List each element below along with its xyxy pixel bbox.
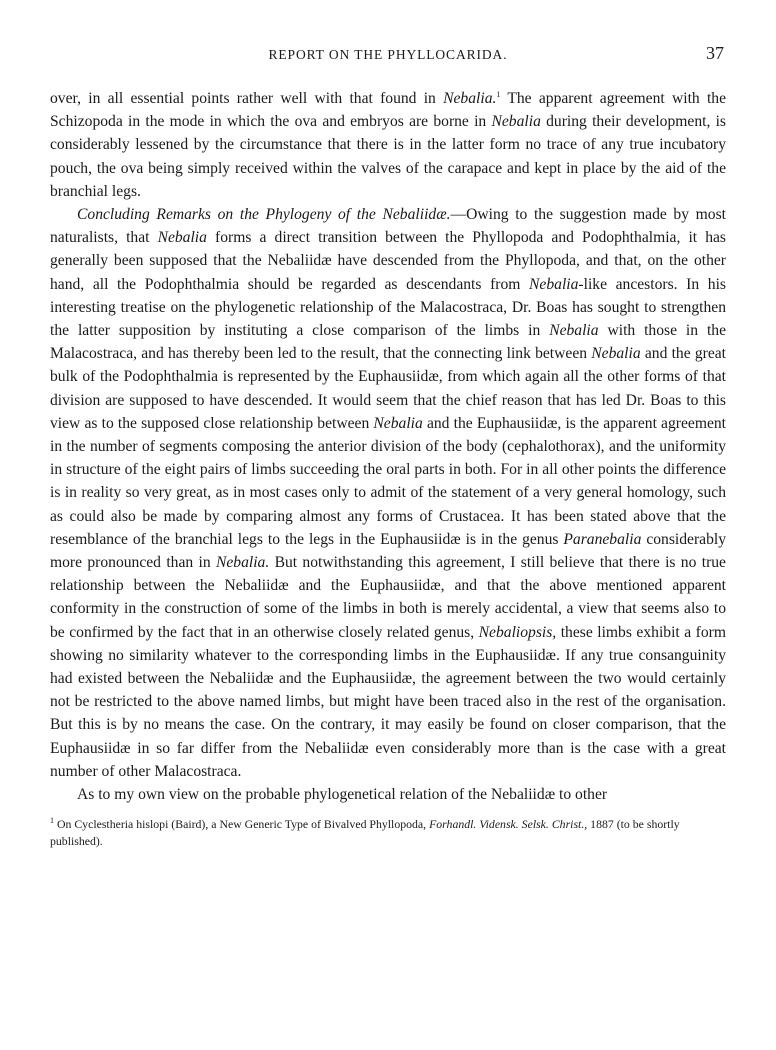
paragraph-1 <box>50 87 726 203</box>
text-run: considerably more pronounced than in <box>50 530 727 572</box>
running-head <box>50 40 726 66</box>
paragraph-3 <box>50 783 726 806</box>
genus-name: Nebalia <box>491 113 541 131</box>
text-run: -like ancestors. In his interesting treatise on the phylogenetic relationship of the Malacostraca, Dr. Boas has sought to strengthen the latter supposition by instituting a close comparison of the limbs in <box>50 275 726 340</box>
text-run: during their development, is considerably lessened by the circumstance that there is in the latter form no trace of any true incubatory pouch, the ova being simply received within the valves of the carapace and kept in place by the aid of the branchial legs. <box>50 113 726 200</box>
body-text <box>50 87 726 850</box>
footnote-reference: 1 <box>496 89 501 99</box>
footnote-text: On Cyclestheria hislopi (Baird), a New Generic Type of Bivalved Phyllopoda, <box>54 817 430 832</box>
footnote-mark: 1 <box>50 816 54 826</box>
text-run: The apparent agreement with the Schizopoda in the mode in which the ova and embryos are borne in <box>50 90 726 131</box>
genus-name: Nebalia <box>591 345 641 363</box>
genus-name: Nebalia. <box>443 90 497 107</box>
footnote-text: 1887 (to be shortly published). <box>50 817 680 849</box>
text-run: forms a direct transition between the Phyllopoda and Podophthalmia, it has generally been supposed that the Nebaliidæ have descended from the Phyllopoda, and that, on the other hand, all the Podophthalmia should be regarded as descendants from <box>50 229 726 293</box>
text-run: over, in all essential points rather well with that found in <box>50 90 444 107</box>
genus-name: Nebaliopsis, <box>478 623 557 641</box>
running-title: REPORT ON THE PHYLLOCARIDA. <box>268 47 508 62</box>
text-run: But notwithstanding this agreement, I still believe that there is no true relationship between the Nebaliidæ and the Euphausiidæ, and that the above mentioned apparent conformity in the construction of some of the limbs in both is merely accidental, a view that seems also to be confirmed by the fact that in an otherwise closely related genus, <box>50 554 726 641</box>
paragraph-2 <box>50 203 726 783</box>
section-heading: Concluding Remarks on the Phylogeny of the Nebaliidæ. <box>77 206 451 224</box>
genus-name: Nebalia <box>529 275 579 293</box>
genus-name: Nebalia <box>157 229 207 247</box>
text-run: with those in the Malacostraca, and has thereby been led to the result, that the connecting link between <box>50 322 726 363</box>
page-number: 37 <box>706 43 724 63</box>
genus-name: Nebalia. <box>215 554 270 572</box>
genus-name: Paranebalia <box>563 530 642 548</box>
text-run: and the great bulk of the Podophthalmia is represented by the Euphausiidæ, from which again all the other forms of that division are supposed to have descended. It would seem that the chief reason that has led Dr. Boas to this view as to the supposed close relationship between <box>50 345 726 432</box>
text-run: —Owing to the suggestion made by most naturalists, that <box>50 206 726 247</box>
genus-name: Nebalia <box>373 414 423 432</box>
text-run: As to my own view on the probable phylogenetical relation of the Nebaliidæ to other <box>77 786 608 804</box>
text-run: and the Euphausiidæ, is the apparent agreement in the number of segments composing the anterior division of the body (cephalothorax), and the uniformity in structure of the eight pairs of limbs succeeding the oral parts in both. For in all other points the difference is in reality so very great, as in most cases only to admit of the statement of a very general homology, such as could also be made by comparing almost any forms of Crustacea. It has been stated above that the resemblance of the branchial legs to the legs in the Euphausiidæ is in the genus <box>50 414 726 548</box>
genus-name: Nebalia <box>549 322 599 340</box>
footnote-citation: Forhandl. Vidensk. Selsk. Christ., <box>429 817 588 832</box>
page <box>50 40 726 850</box>
text-run: these limbs exhibit a form showing no similarity whatever to the corresponding limbs in the Euphausiidæ. If any true consanguinity had existed between the Nebaliidæ and the Euphausiidæ, the agreement between the two would certainly not be restricted to the above named limbs, but might have been traced also in the rest of the organisation. But this is by no means the case. On the contrary, it may easily be found on closer comparison, that the Euphausiidæ in so far differ from the Nebaliidæ even considerably more than is the case with a great number of other Malacostraca. <box>50 623 726 780</box>
footnote <box>50 816 726 850</box>
